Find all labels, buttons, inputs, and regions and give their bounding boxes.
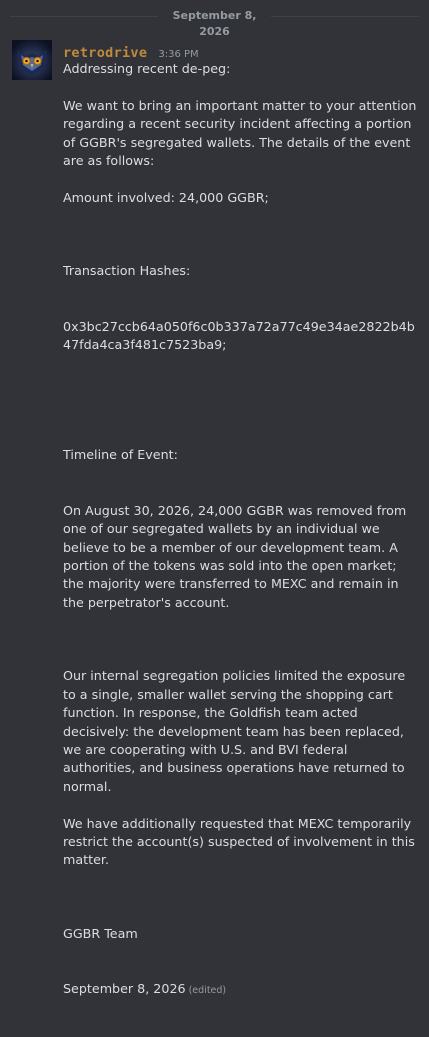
signature-date: September 8, 2026 [63, 981, 186, 997]
signature-name: GGBR Team [63, 925, 138, 941]
divider-line-right [271, 16, 419, 17]
owl-avatar-icon [12, 40, 52, 80]
timeline-block [63, 410, 421, 649]
edited-marker: (edited) [188, 985, 227, 997]
message-content [63, 60, 421, 1037]
author-name[interactable]: retrodrive [63, 45, 148, 61]
divider-line-left [10, 16, 158, 17]
signature-date-line [63, 980, 421, 1000]
timeline-label: Timeline of Event: [63, 447, 178, 463]
transaction-label: Transaction Hashes: [63, 263, 191, 279]
divider-date: September 8, 2026 [172, 9, 257, 38]
transaction-block [63, 226, 421, 392]
message-heading: Addressing recent de-peg: [63, 61, 231, 76]
timeline-text: On August 30, 2026, 24,000 GGBR was removed from one of our segregated wallets by an individual we believe to be a member of our development team. A portion of the tokens was sold into the open market; the majority were transferred to MEXC and remain in the perpetrator's account. [63, 502, 411, 610]
amount-line: Amount involved: 24,000 GGBR; [63, 189, 269, 205]
message-header [63, 42, 199, 60]
message-timestamp[interactable]: 3:36 PM [158, 49, 199, 60]
policy-paragraph: Our internal segregation policies limited the exposure to a single, smaller wallet serving the shopping cart function. In response, the Goldfish team acted decisively: the development team has been replaced, we are cooperating with U.S. and BVI federal authorities, and business operations have returned to normal. [63, 668, 410, 794]
date-divider [0, 8, 429, 38]
mexc-paragraph: We have additionally requested that MEXC temporarily restrict the account(s) suspected of involvement in this matter. [63, 815, 419, 868]
message-intro: We want to bring an important matter to your attention regarding a recent security incident affecting a portion of GGBR's segregated wallets. The details of the event are as follows: [63, 97, 421, 169]
avatar[interactable] [12, 40, 52, 80]
signature-block [63, 888, 421, 1037]
transaction-hash: 0x3bc27ccb64a050f6c0b337a72a77c49e34ae2822b4b47fda4ca3f481c7523ba9; [63, 318, 415, 353]
